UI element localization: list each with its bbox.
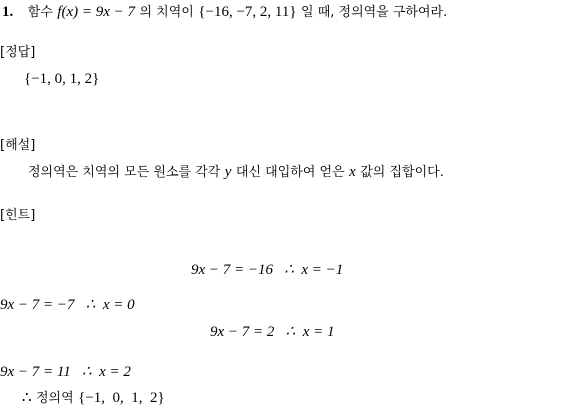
conclusion-set: {−1, 0, 1, 2}: [78, 390, 165, 406]
problem-number: 1.: [2, 4, 14, 20]
problem-function: f(x) = 9x − 7: [57, 4, 135, 20]
answer-value: {−1, 0, 1, 2}: [24, 71, 100, 87]
problem-statement: [2, 3, 447, 22]
hint-label: [힌트]: [0, 208, 36, 223]
hint-equation-2: 9x − 7 = −7 ∴ x = 0: [0, 297, 135, 313]
answer-label: [정답]: [0, 45, 36, 60]
explanation-label: [해설]: [0, 138, 36, 153]
therefore-symbol: ∴: [22, 390, 32, 406]
explanation-text-c: 값의 집합이다.: [360, 165, 444, 180]
hint-equation-1: 9x − 7 = −16 ∴ x = −1: [191, 262, 344, 278]
hint-conclusion: [22, 389, 165, 408]
explanation-text-b: 대신 대입하여 얻은: [235, 165, 345, 180]
hint-equation-4: 9x − 7 = 11 ∴ x = 2: [0, 364, 131, 380]
hint-equation-3: 9x − 7 = 2 ∴ x = 1: [210, 324, 335, 340]
explanation-text-a: 정의역은 치역의 모든 원소를 각각: [28, 165, 221, 180]
explanation-var-y: y: [224, 164, 232, 180]
problem-text-b: 의 치역이: [139, 5, 194, 20]
problem-text-c: 일 때, 정의역을 구하여라.: [301, 5, 448, 20]
problem-text-a: 함수: [27, 5, 53, 20]
explanation-var-x: x: [349, 164, 356, 180]
conclusion-word: 정의역: [36, 391, 74, 406]
explanation-text: [28, 163, 444, 182]
problem-range: {−16, −7, 2, 11}: [198, 4, 297, 20]
